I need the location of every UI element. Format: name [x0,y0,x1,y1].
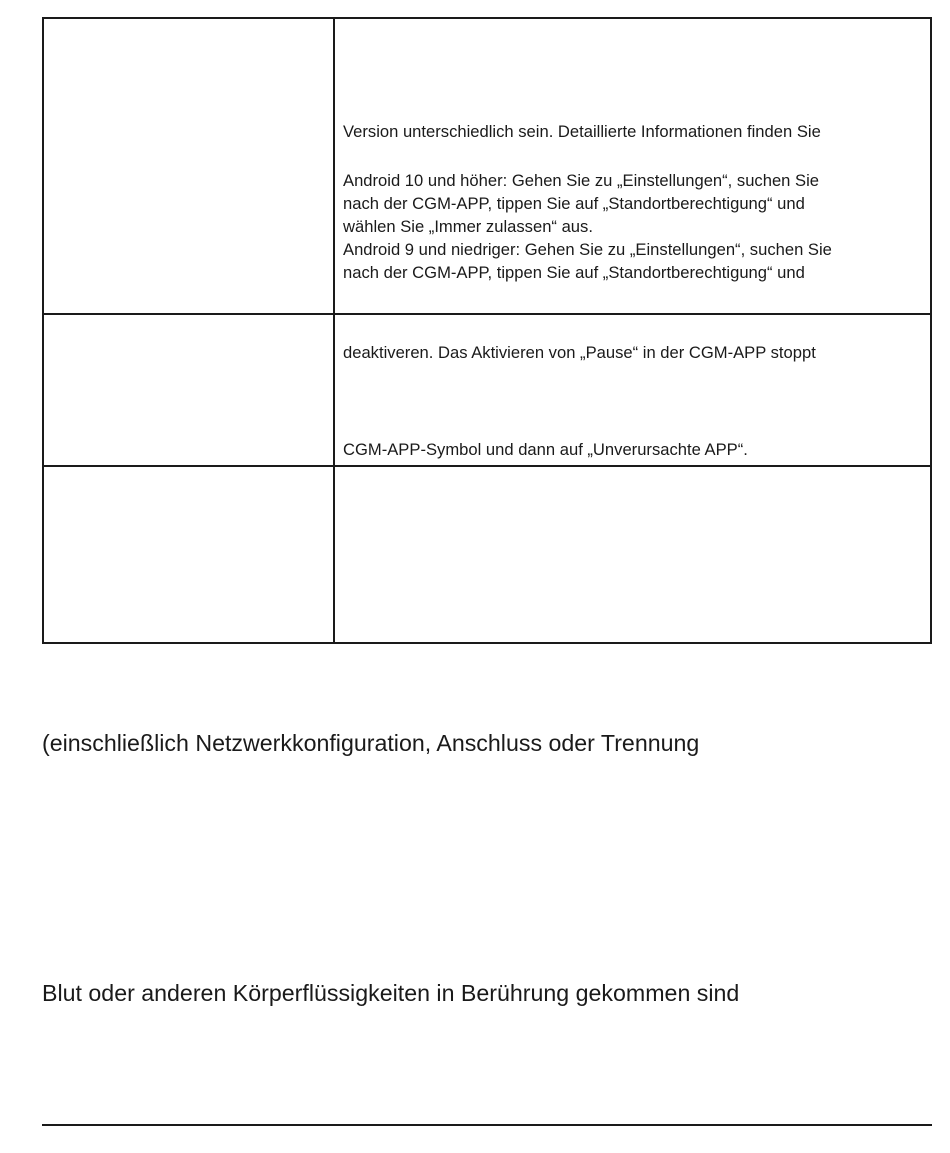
table-row [44,19,930,315]
table-cell-label [44,315,335,465]
table-text-line: Android 9 und niedriger: Gehen Sie zu „Einstellungen“, suchen Sie [343,240,832,259]
table-cell-label [44,19,335,313]
table-cell-content [335,19,930,313]
table-cell-content [335,467,930,642]
table-row [44,315,930,467]
table-text-line: nach der CGM-APP, tippen Sie auf „Standortberechtigung“ und [343,263,805,282]
info-table [42,17,932,644]
table-cell-content [335,315,930,465]
horizontal-divider [42,1124,932,1126]
table-text-line: deaktiveren. Das Aktivieren von „Pause“ in der CGM-APP stoppt [343,343,816,362]
table-row [44,467,930,642]
table-text-line: Android 10 und höher: Gehen Sie zu „Einstellungen“, suchen Sie [343,171,820,190]
table-text-line: Version unterschiedlich sein. Detaillierte Informationen finden Sie [343,122,821,141]
table-cell-label [44,467,335,642]
table-text-line: wählen Sie „Immer zulassen“ aus. [343,217,593,236]
body-paragraph: (einschließlich Netzwerkkonfiguration, Anschluss oder Trennung [42,730,700,756]
table-text-line: nach der CGM-APP, tippen Sie auf „Standortberechtigung“ und [343,194,805,213]
table-text-line: CGM-APP-Symbol und dann auf „Unverursachte APP“. [343,440,748,459]
body-paragraph: Blut oder anderen Körperflüssigkeiten in Berührung gekommen sind [42,980,740,1006]
